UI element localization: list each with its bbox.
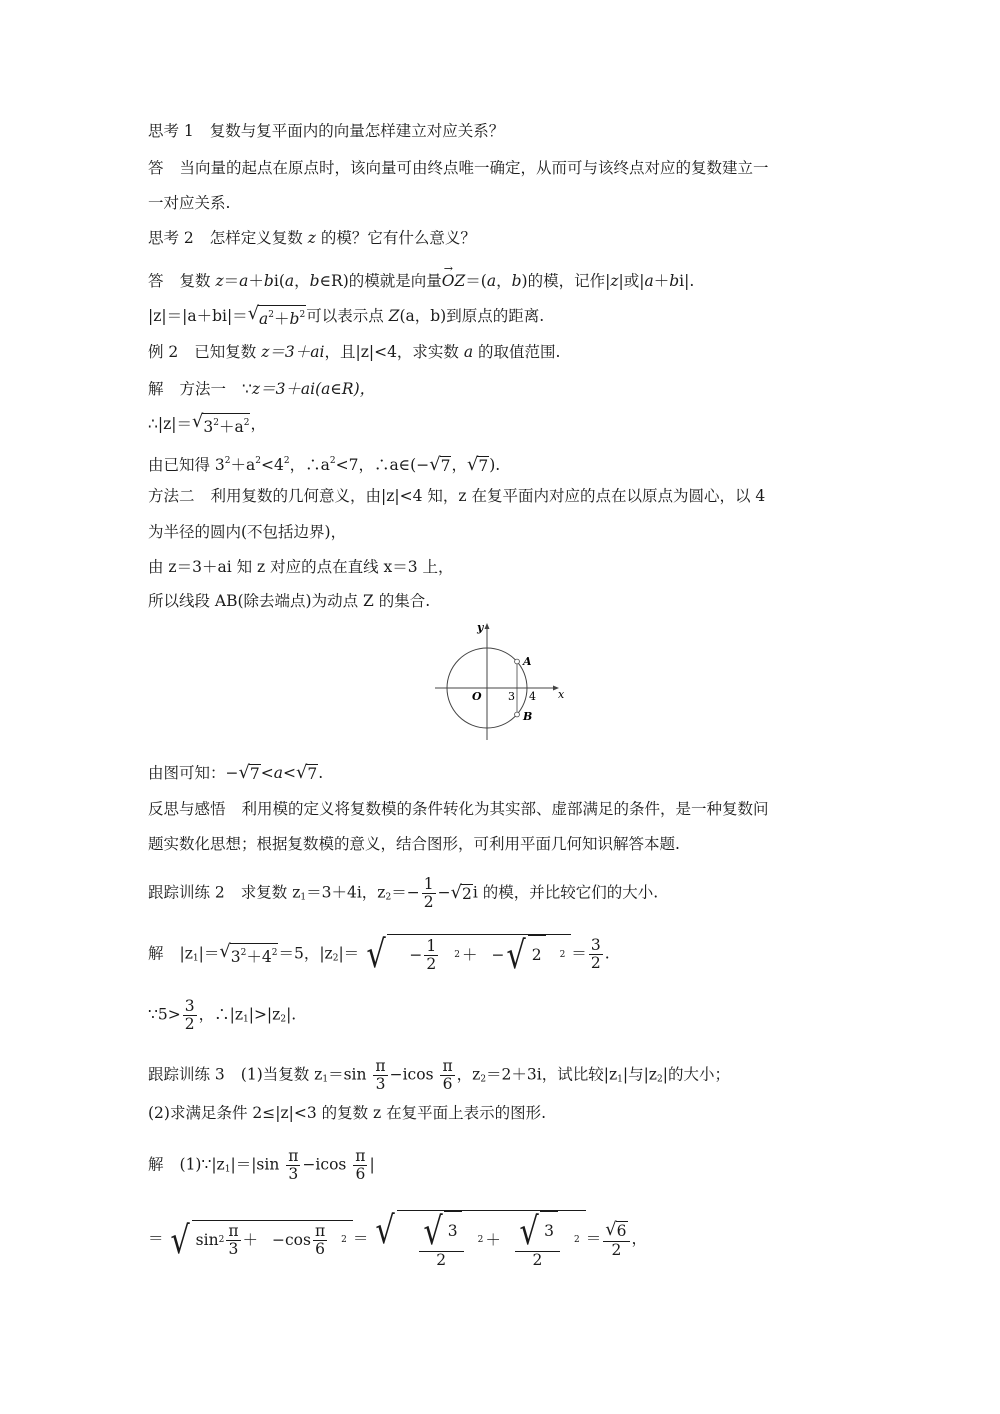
period: . [604, 944, 610, 963]
think2-label: 思考 2 [148, 229, 194, 247]
imag-i: i [273, 272, 279, 290]
t3-text: ＝sin [328, 1065, 372, 1084]
radical-icon: √ [170, 1217, 191, 1262]
exp: 2 [268, 310, 275, 320]
label-b: B [523, 710, 533, 723]
eq: ＝ [352, 1229, 369, 1248]
t2-text: ＝5，|z [278, 944, 333, 963]
t3-text: |与|z [622, 1065, 657, 1084]
training2-text: 求复数 z [240, 883, 301, 902]
sqrt-big [373, 1210, 585, 1269]
numerator: π [355, 1147, 366, 1165]
num-2: 2 [461, 884, 472, 903]
numerator: π [442, 1057, 453, 1075]
denominator: 2 [532, 1251, 543, 1269]
sub: 1 [192, 953, 199, 964]
numerator: 3 [184, 997, 195, 1015]
exp: 2 [341, 1234, 347, 1245]
sqrt-3 [421, 1211, 462, 1251]
method2-line4 [148, 590, 430, 612]
denominator: 3 [228, 1239, 239, 1258]
sqrt-big [364, 934, 571, 975]
sub: 2 [385, 892, 392, 903]
num-6: 6 [616, 1221, 627, 1240]
fraction-1-2 [422, 876, 436, 911]
var-a: a [463, 343, 474, 361]
num: 3 [230, 947, 241, 966]
example2-text-post: 的取值范围. [473, 343, 561, 361]
radical-icon: √ [219, 940, 231, 962]
sqrt-2 [450, 881, 473, 904]
point-b-open [515, 712, 520, 717]
numerator: 3 [590, 936, 601, 954]
plus-a: ＋a [218, 418, 244, 436]
eq: ＝ [585, 1229, 602, 1248]
plus: ＋ [653, 272, 670, 290]
exp: 2 [255, 456, 262, 466]
numerator: π [288, 1147, 299, 1165]
radical-icon: √ [506, 933, 527, 977]
think1-question: 复数与复平面内的向量怎样建立对应关系？ [209, 122, 505, 140]
answer1-line2 [148, 192, 230, 214]
close-paren: ). [489, 456, 501, 474]
tick-4: 4 [529, 690, 536, 703]
answer2-line2 [148, 305, 544, 329]
compare-text: |>|z [248, 1005, 281, 1024]
abs-bar: | [369, 1155, 375, 1174]
training2-text: i 的模，并比较它们的大小. [472, 883, 659, 902]
training2-compare [148, 998, 296, 1033]
method2-text: 利用复数的几何意义，由|z|<4 知，z 在复平面内对应的点在以原点为圆心，以 4 [210, 487, 766, 505]
numerator: 1 [426, 936, 437, 955]
t3-text: |的大小； [662, 1065, 730, 1084]
sqrt-7 [296, 764, 318, 784]
compare-end: |. [286, 1005, 297, 1024]
tick-3: 3 [508, 690, 515, 703]
numerator: π [314, 1221, 326, 1240]
sub: 2 [332, 953, 339, 964]
sqrt-big [168, 1217, 352, 1262]
t3-text: ，z [456, 1065, 481, 1084]
fraction-1-2 [424, 938, 438, 973]
label-a: A [523, 655, 532, 668]
exp: 2 [218, 1234, 225, 1245]
method1-expr: z＝3＋ai(a∈R)， [251, 380, 376, 398]
sub: 2 [656, 1074, 663, 1085]
exp: 2 [299, 310, 306, 320]
method1-modulus: ∴|z|＝ [148, 415, 192, 433]
plus: ＋ [248, 272, 264, 290]
exp: 2 [559, 949, 566, 960]
conclusion-text: 由图可知：− [148, 764, 239, 782]
radical-icon: √ [295, 762, 308, 783]
sub: 1 [242, 1014, 249, 1025]
eq: ＝ [148, 1229, 164, 1248]
sqrt-7 [239, 764, 261, 784]
sqrt-9-a2 [192, 413, 250, 437]
training2-label: 跟踪训练 2 [148, 883, 225, 902]
comma: ， [250, 415, 266, 433]
training2-line [148, 876, 658, 911]
radical-icon: √ [429, 454, 441, 475]
denominator: 2 [590, 954, 601, 972]
point-z: Z [388, 307, 400, 325]
method2-line2 [148, 521, 346, 543]
radical-icon: √ [247, 303, 260, 324]
solution-label: 解 [148, 1155, 164, 1174]
method2-line3 [148, 556, 454, 578]
minus: − [437, 883, 451, 902]
reflection-line1 [148, 798, 769, 820]
vector-oz: → OZ [442, 270, 465, 292]
exp: 2 [243, 418, 250, 428]
numerator: π [375, 1057, 386, 1075]
num: ＋4 [246, 947, 272, 966]
fraction-3-2 [589, 937, 603, 972]
training3-solution2 [148, 1210, 647, 1269]
fraction-pi-6 [440, 1058, 454, 1093]
method1-text: 由已知得 3 [148, 456, 225, 474]
radical-icon: √ [605, 1218, 617, 1240]
sub: 1 [617, 1074, 623, 1085]
denominator: 6 [315, 1239, 326, 1258]
sqrt-3-4 [219, 940, 278, 967]
reflection-label: 反思与感悟 [148, 800, 226, 818]
denominator: 6 [355, 1165, 366, 1183]
exp: 2 [283, 456, 290, 466]
because-symbol: ∵ [242, 380, 252, 398]
think2-line [148, 227, 476, 249]
training2-solution [148, 934, 610, 975]
t3-text: ＝2＋3i，试比较|z [486, 1065, 618, 1084]
var-a: a [644, 272, 654, 290]
num-3: 3 [444, 1211, 462, 1251]
modulus-expr: |z|＝|a＋bi|＝ [148, 307, 248, 325]
num-2: 2 [528, 935, 546, 975]
t2-text: |＝ [338, 944, 360, 963]
answer2-text6: |. [684, 272, 695, 290]
reflection-text: 题实数化思想；根据复数模的意义，结合图形，可利用平面几何知识解答本题. [148, 835, 680, 853]
var-b: b [289, 310, 300, 328]
method1-label: 方法一 [179, 380, 227, 398]
fraction-sqrt3-2 [515, 1211, 560, 1269]
t3-sol-text: (1)∵|z [179, 1155, 225, 1174]
var-a: a [486, 272, 497, 290]
exp: 2 [271, 947, 278, 958]
reflection-line2 [148, 833, 680, 855]
num-7: 7 [307, 765, 318, 783]
var-b: b [263, 272, 274, 290]
point-a-open [515, 659, 520, 664]
training3-line1 [148, 1058, 730, 1093]
t3-sol-text: −icos [302, 1155, 352, 1174]
sqrt-7 [467, 456, 489, 476]
conclusion-line [148, 762, 323, 784]
answer2-text4: )的模，记作| [521, 272, 611, 290]
var-b: b [511, 272, 522, 290]
fraction-pi-3 [226, 1223, 240, 1258]
in-r: ∈R) [319, 272, 349, 290]
var-a: a [284, 272, 295, 290]
cos: −cos [272, 1230, 311, 1249]
fraction-pi-6 [353, 1148, 367, 1183]
answer2-text5: |或| [618, 272, 645, 290]
num-3: 3 [203, 418, 214, 436]
t3-part2: (2)求满足条件 2≤|z|<3 的复数 z 在复平面上表示的图形. [148, 1104, 547, 1122]
training3-solution1 [148, 1148, 375, 1183]
training2-text: ＝− [391, 883, 420, 902]
radical-icon: √ [423, 1209, 443, 1253]
radical-icon: √ [366, 932, 386, 976]
answer2-text2: 的模就是向量 [348, 272, 442, 290]
plus: ＋ [274, 310, 290, 328]
method1-line2 [148, 413, 266, 437]
method2-label: 方法二 [148, 487, 195, 505]
answer2-text8: (a，b)到原点的距离. [399, 307, 545, 325]
y-axis-arrow-icon [485, 623, 490, 629]
answer2-text: 复数 [179, 272, 216, 290]
method2-text: 为半径的圆内(不包括边界)， [148, 523, 347, 541]
think1-line [148, 120, 504, 142]
radical-icon: √ [375, 1208, 396, 1252]
solution-label: 解 [148, 380, 164, 398]
exp: 2 [240, 947, 247, 958]
method2-line1 [148, 485, 765, 507]
eq: ＝ [223, 272, 240, 290]
comma: ， [451, 456, 467, 474]
var-z: z [610, 272, 619, 290]
radical-icon: √ [450, 881, 462, 903]
exp: 2 [224, 456, 231, 466]
radical-icon: √ [466, 454, 479, 475]
num-3: 3 [540, 1211, 558, 1251]
method1-line3 [148, 450, 500, 476]
radical-icon: √ [238, 762, 250, 783]
think2-text-post: 的模？它有什么意义？ [315, 229, 476, 247]
var-z: z [215, 272, 224, 290]
radical-icon: √ [519, 1209, 539, 1253]
denominator: 3 [375, 1075, 386, 1093]
denominator: 2 [436, 1251, 447, 1269]
minus: − [409, 945, 423, 964]
fraction-pi-3 [373, 1058, 387, 1093]
origin-label: O [472, 690, 482, 703]
numerator: π [228, 1221, 239, 1240]
conclusion-ineq: <a< [260, 764, 296, 782]
t3-text: −icos [389, 1065, 439, 1084]
t3-text: (1)当复数 z [240, 1065, 323, 1084]
example2-label: 例 2 [148, 343, 179, 361]
answer2-text3: ＝( [465, 272, 487, 290]
numerator: 1 [423, 875, 434, 893]
t2-text: |＝ [198, 944, 220, 963]
example2-text-mid: ，且|z|<4，求实数 [324, 343, 464, 361]
think2-var: z [307, 229, 316, 247]
example2-line [148, 341, 560, 363]
method2-text: 由 z＝3＋ai 知 z 对应的点在直线 x＝3 上， [148, 558, 454, 576]
sub: 1 [300, 892, 307, 903]
exp: 2 [213, 418, 219, 428]
reflection-text: 利用模的定义将复数模的条件转化为其实部、虚部满足的条件，是一种复数问 [241, 800, 769, 818]
method2-text: 所以线段 AB(除去端点)为动点 Z 的集合. [148, 592, 431, 610]
period: . [318, 764, 324, 782]
answer1-label: 答 [148, 159, 164, 177]
var-b: b [669, 272, 680, 290]
var-a: a [259, 310, 269, 328]
plus: ＋ [461, 945, 478, 964]
fraction-3-2 [183, 998, 197, 1033]
answer2-line1 [148, 270, 694, 292]
exp: 2 [477, 1234, 484, 1245]
method1-text: <4 [261, 456, 284, 474]
exp: 2 [454, 949, 460, 960]
training3-line2 [148, 1102, 546, 1124]
sin: sin [195, 1230, 219, 1249]
exp: 2 [329, 456, 336, 466]
because-text: ∵5> [148, 1005, 181, 1024]
sqrt-2 [504, 935, 545, 975]
denominator: 2 [184, 1015, 195, 1033]
comma: ， [496, 272, 512, 290]
t3-sol-text: |＝|sin [230, 1155, 285, 1174]
imag-i: i [679, 272, 685, 290]
answer1-text: 当向量的起点在原点时，该向量可由终点唯一确定，从而可与该终点对应的复数建立一 [179, 159, 769, 177]
y-label: y [477, 621, 484, 634]
denominator: 2 [426, 954, 437, 973]
method1-line1 [148, 378, 375, 400]
fraction-sqrt6-2 [603, 1218, 629, 1259]
think2-text: 怎样定义复数 [209, 229, 308, 247]
comma: ， [631, 1229, 648, 1248]
num-7: 7 [478, 457, 489, 475]
sqrt-3 [517, 1211, 558, 1251]
answer1-line1 [148, 157, 769, 179]
sqrt-a2-b2 [248, 305, 307, 329]
sub: 2 [480, 1074, 487, 1085]
denominator: 6 [442, 1075, 453, 1093]
answer1-text-cont: 一对应关系. [148, 194, 231, 212]
sub: 1 [224, 1164, 231, 1175]
answer2-label: 答 [148, 272, 164, 290]
think1-label: 思考 1 [148, 122, 194, 140]
method1-text: ＋a [230, 456, 256, 474]
x-label: x [558, 688, 565, 701]
paren: ( [278, 272, 285, 290]
fraction-pi-3 [286, 1148, 300, 1183]
plus: ＋ [485, 1230, 501, 1249]
fraction-pi-6 [313, 1223, 327, 1258]
sub: 2 [280, 1014, 287, 1025]
var-b: b [309, 272, 320, 290]
exp: 2 [574, 1234, 580, 1245]
num-7: 7 [440, 457, 451, 475]
circle-figure [425, 618, 575, 743]
var-a: a [239, 272, 249, 290]
eq: ＝ [571, 944, 587, 963]
method1-text: ，∴a [289, 456, 330, 474]
radical-icon: √ [191, 411, 204, 432]
minus: − [491, 945, 505, 964]
example2-expr: z＝3＋ai [261, 343, 325, 361]
fraction-sqrt3-2 [419, 1211, 464, 1269]
answer2-text7: 可以表示点 [306, 307, 389, 325]
method1-text: <7，∴a∈(− [335, 456, 430, 474]
therefore-text: ，∴|z [198, 1005, 243, 1024]
denominator: 2 [611, 1240, 622, 1259]
example2-text: 已知复数 [194, 343, 262, 361]
plus: ＋ [242, 1230, 259, 1249]
comma: ， [294, 272, 310, 290]
training3-label: 跟踪训练 3 [148, 1065, 225, 1084]
sqrt-7 [429, 456, 451, 476]
num-7: 7 [249, 765, 260, 783]
denominator: 3 [288, 1165, 299, 1183]
sqrt-6 [605, 1218, 627, 1241]
training2-text: ＝3＋4i，z [306, 883, 386, 902]
solution-label: 解 [148, 944, 164, 963]
t2-text: |z [179, 944, 193, 963]
sub: 1 [322, 1074, 329, 1085]
denominator: 2 [423, 893, 434, 911]
